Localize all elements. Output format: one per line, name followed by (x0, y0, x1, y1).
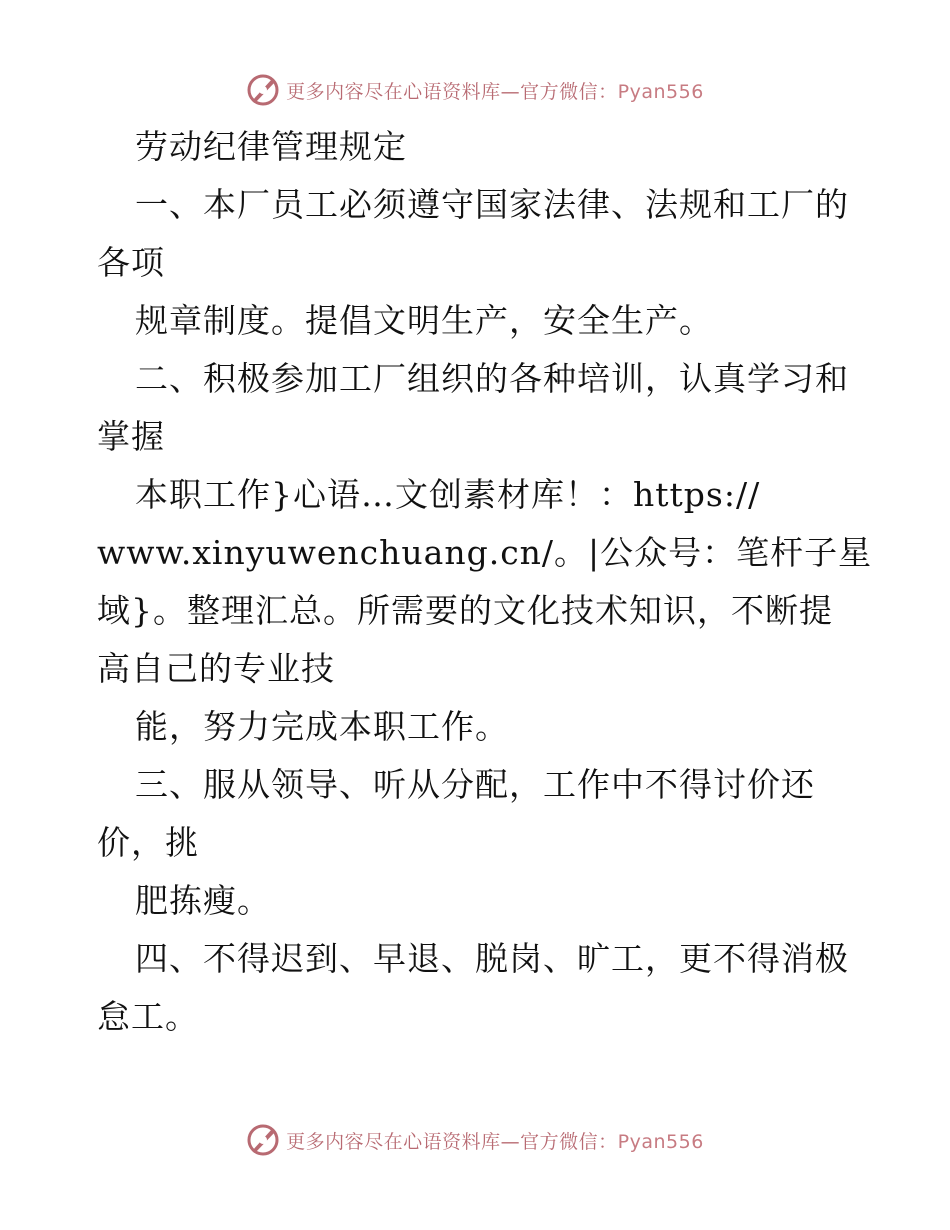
page-footer (0, 1120, 950, 1160)
header-banner (246, 73, 704, 107)
paragraph-line: 规章制度。提倡文明生产，安全生产。 (135, 301, 713, 340)
paragraph-line: 四、不得迟到、早退、脱岗、旷工，更不得消极 (135, 939, 849, 978)
footer-banner-text (286, 1127, 704, 1154)
paragraph-line: 高自己的专业技 (97, 649, 335, 688)
paragraph-line: 肥拣瘦。 (135, 881, 271, 920)
footer-banner (246, 1123, 704, 1157)
banner-wechat-id: Pyan556 (617, 1130, 704, 1153)
page-header (0, 70, 950, 110)
paragraph-line: www.xinyuwenchuang.cn/。|公众号：笔杆子星 (97, 533, 873, 572)
document-body (97, 118, 873, 1046)
banner-label: 更多内容尽在心语资料库—官方微信： (286, 1130, 618, 1153)
paragraph-line: 域}。整理汇总。所需要的文化技术知识，不断提 (97, 591, 833, 630)
paragraph-line: 怠工。 (97, 997, 199, 1036)
paragraph-line: 各项 (97, 243, 165, 282)
paragraph-line: 能，努力完成本职工作。 (135, 707, 509, 746)
paragraph-line: 本职工作}心语…文创素材库！：https:// (135, 475, 761, 514)
banner-wechat-id: Pyan556 (617, 80, 704, 103)
document-title: 劳动纪律管理规定 (135, 127, 407, 166)
header-banner-text (286, 77, 704, 104)
paragraph-line: 掌握 (97, 417, 165, 456)
paragraph-line: 一、本厂员工必须遵守国家法律、法规和工厂的 (135, 185, 849, 224)
paragraph-line: 价，挑 (97, 823, 199, 862)
paragraph-line: 三、服从领导、听从分配，工作中不得讨价还 (135, 765, 815, 804)
quill-pen-logo-icon (246, 1123, 280, 1157)
paragraph-line: 二、积极参加工厂组织的各种培训，认真学习和 (135, 359, 849, 398)
banner-label: 更多内容尽在心语资料库—官方微信： (286, 80, 618, 103)
quill-pen-logo-icon (246, 73, 280, 107)
